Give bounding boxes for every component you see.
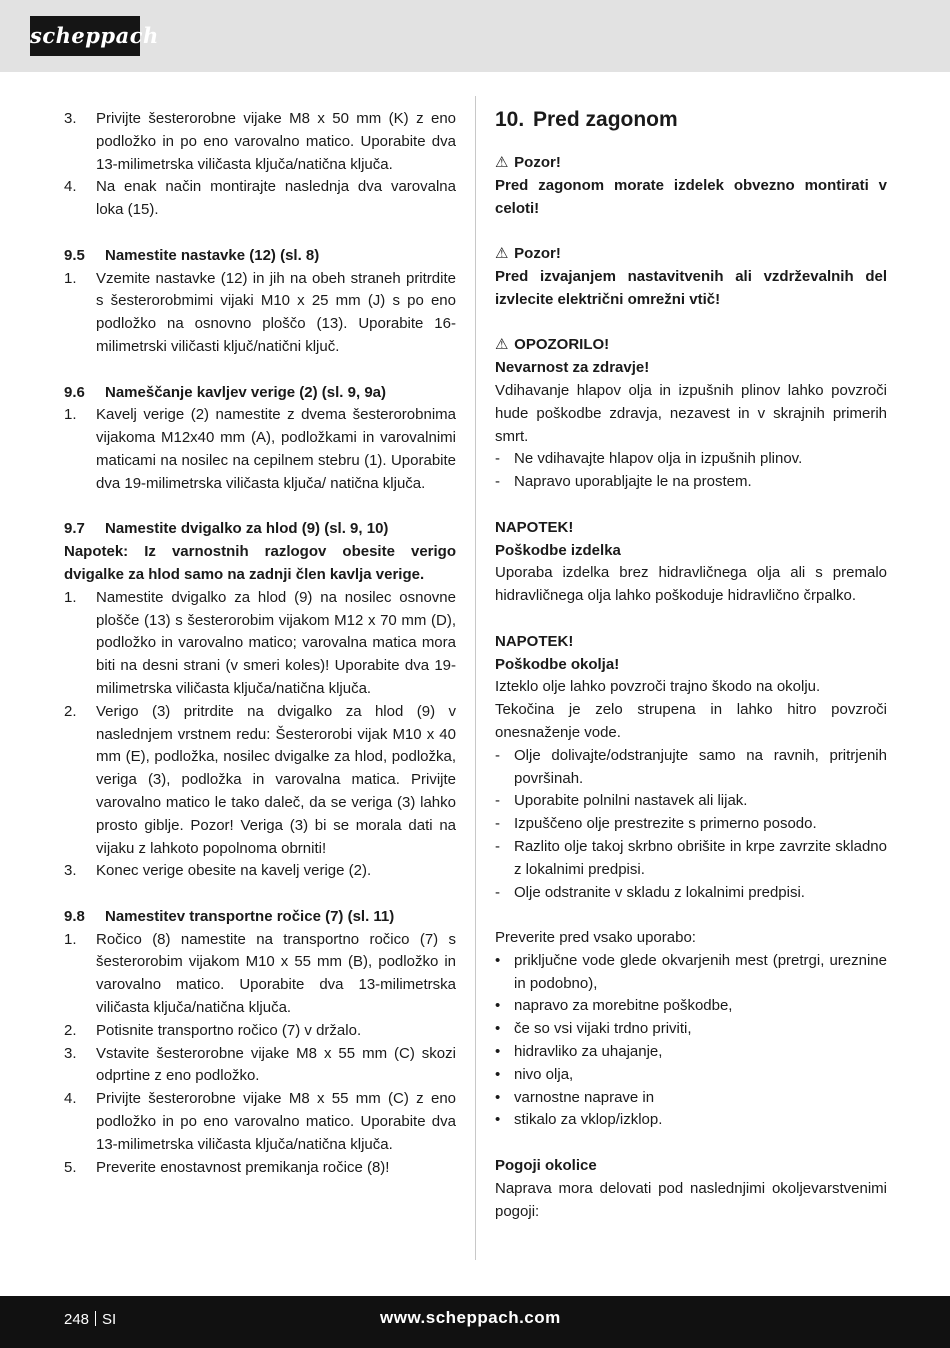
warning-label: ⚠ OPOZORILO! <box>495 334 887 357</box>
list-item: 1. Vzemite nastavke (12) in jih na obeh straneh pritrdite s šesterorobmimi vijaki M10 x 25 mm (J) s po eno podložko na osnovno ploščo (13). Uporabite 16-milimetrski viličasti ključ/natični ključ. <box>64 269 456 355</box>
list-item: 1. Namestite dvigalko za hlod (9) na nosilec osnovne plošče (13) s šesterorobim vijakom M12 x 70 mm (D), podložko in varovalno matico; varovalna matica mora biti na desni strani (v smeri koles)! Uporabite dva 19-milimetrska viličasta ključa/natična ključa. <box>64 588 456 697</box>
bullet-item: • napravo za morebitne poškodbe, <box>495 997 733 1015</box>
right-column <box>495 108 887 1223</box>
column-divider <box>475 96 476 1260</box>
list-item-text: Konec verige obesite na kavelj verige (2). <box>96 862 372 880</box>
dash-item: - Uporabite polnilni nastavek ali lijak. <box>495 792 748 810</box>
list-item: 3. Vstavite šesterorobne vijake M8 x 55 mm (C) skozi odprtine z eno podložko. <box>64 1044 456 1085</box>
section-heading-9-7: 9.7 Namestite dvigalko za hlod (9) (sl. 9, 10) <box>64 520 389 538</box>
note-text: Izteklo olje lahko povzroči trajno škodo na okolju. <box>495 678 821 696</box>
dash-item: - Izpuščeno olje prestrezite s primerno posodo. <box>495 815 817 833</box>
note-text: Uporaba izdelka brez hidravličnega olja ali s premalo hidravličnega olja lahko poškoduje hidravlično črpalko. <box>495 564 887 605</box>
section-heading-9-8: 9.8 Namestitev transportne ročice (7) (sl. 11) <box>64 907 395 925</box>
list-item: 1. Kavelj verige (2) namestite z dvema šesterorobnima vijakoma M12x40 mm (A), podložkami in varovalnimi maticami na nosilec na cepilnem stebru (1). Uporabite dva 19-milimetrska viličasta ključa/ natična ključa. <box>64 406 456 492</box>
note-text: Tekočina je zelo strupena in lahko hitro povzroči onesnaženje vode. <box>495 701 887 741</box>
list-item-text: Kavelj verige (2) namestite z dvema šesterorobnima vijakoma M12x40 mm (A), podložkami in varovalnimi maticami na nosilec na cepilnem stebru (1). Uporabite dva 19-milimetrska viličasta ključa/ natična ključa. <box>96 406 456 492</box>
note-label: NAPOTEK! <box>495 518 574 536</box>
list-item: 5. Preverite enostavnost premikanja ročice (8)! <box>64 1158 390 1176</box>
list-item-text: Preverite enostavnost premikanja ročice (8)! <box>96 1158 390 1176</box>
list-item-text: Vzemite nastavke (12) in jih na obeh straneh pritrdite s šesterorobmimi vijaki M10 x 25 mm (J) s po eno podložko na osnovno ploščo (13). Uporabite 16-milimetrski viličasti ključ/natični ključ. <box>96 269 456 355</box>
section-heading-9-5: 9.5 Namestite nastavke (12) (sl. 8) <box>64 246 320 264</box>
warning-triangle-icon: ⚠ <box>495 154 509 171</box>
bullet-item: • če so vsi vijaki trdno priviti, <box>495 1020 692 1038</box>
warning-label: ⚠ Pozor! <box>495 243 887 266</box>
list-item-text: Privijte šesterorobne vijake M8 x 50 mm (K) z eno podložko in po eno varovalno matico. Uporabite dva 13-milimetrska viličasta ključa/natična ključa. <box>96 110 456 173</box>
list-item: 3. Konec verige obesite na kavelj verige (2). <box>64 862 372 880</box>
warning-subtitle: Nevarnost za zdravje! <box>495 359 650 377</box>
chapter-heading: 10. Pred zagonom <box>495 108 678 131</box>
dash-item: - Olje odstranite v skladu z lokalnimi predpisi. <box>495 883 805 901</box>
list-item-text: Namestite dvigalko za hlod (9) na nosilec osnovne plošče (13) s šesterorobim vijakom M12 x 70 mm (D), podložko in varovalno matico; varovalna matica mora biti na desni strani (v smeri koles)! Uporabite dva 19-milimetrska viličasta ključa/natična ključa. <box>96 588 456 697</box>
bullet-item: • nivo olja, <box>495 1065 574 1083</box>
warning-text: Pred zagonom morate izdelek obvezno montirati v celoti! <box>495 176 887 217</box>
note-subtitle: Poškodbe izdelka <box>495 541 621 559</box>
dash-item: - Razlito olje takoj skrbno obrišite in krpe zavrzite skladno z lokalnimi predpisi. <box>495 837 887 878</box>
section-subheading: Pogoji okolice <box>495 1157 597 1175</box>
warning-text: Pred izvajanjem nastavitvenih ali vzdrževalnih del izvlecite električni omrežni vtič! <box>495 267 887 308</box>
safety-note: Napotek: Iz varnostnih razlogov obesite verigo dvigalke za hlod samo na zadnji člen kavlja verige. <box>64 543 456 583</box>
list-item: 4. Na enak način montirajte naslednja dva varovalna loka (15). <box>64 178 456 219</box>
list-item-text: Verigo (3) pritrdite na dvigalko za hlod (9) v naslednjem vrstnem redu: Šesterorobi vijak M10 x 40 mm (E), podložka, nosilec dvigalke za hlod, podložka, veriga (3), podložka in varovalna matica. Privijte varovalno matico le tako daleč, da se veriga (3) lahko prosto giblje. Pozor! Veriga (3) bi se morala dati na vijaku z lahkoto popolnoma obrniti! <box>96 702 456 857</box>
dash-item: - Olje dolivajte/odstranjujte samo na ravnih, pritrjenih površinah. <box>495 746 887 787</box>
checklist-intro: Preverite pred vsako uporabo: <box>495 929 696 947</box>
list-item: 4. Privijte šesterorobne vijake M8 x 55 mm (C) z eno podložko in po eno varovalno matico. Uporabite dva 13-milimetrska viličasta ključa/natična ključa. <box>64 1090 456 1153</box>
note-label: NAPOTEK! <box>495 632 574 650</box>
list-item: 2. Verigo (3) pritrdite na dvigalko za hlod (9) v naslednjem vrstnem redu: Šesterorobi vijak M10 x 40 mm (E), podložka, nosilec dvigalke za hlod, podložka, veriga (3), podložka in varovalna matica. Privijte varovalno matico le tako daleč, da se veriga (3) lahko prosto giblje. Pozor! Veriga (3) bi se morala dati na vijaku z lahkoto popolnoma obrniti! <box>64 702 456 857</box>
note-subtitle: Poškodbe okolja! <box>495 655 620 673</box>
list-item: 2. Potisnite transportno ročico (7) v držalo. <box>64 1021 362 1039</box>
warning-triangle-icon: ⚠ <box>495 245 509 263</box>
section-heading-9-6: 9.6 Nameščanje kavljev verige (2) (sl. 9, 9a) <box>64 383 386 401</box>
warning-text: Vdihavanje hlapov olja in izpušnih plinov lahko povzroči hude poškodbe zdravja, nezavest in v skrajnih primerih smrt. <box>495 381 887 445</box>
website-link[interactable]: www.scheppach.com <box>380 1308 561 1327</box>
list-item-text: Na enak način montirajte naslednja dva varovalna loka (15). <box>96 178 456 219</box>
dash-item: - Napravo uporabljajte le na prostem. <box>495 473 752 491</box>
list-item-text: Ročico (8) namestite na transportno ročico (7) s šesterorobim vijakom M10 x 55 mm (B), podložko in varovalno matico. Uporabite dva 13-milimetrska viličasta ključa/natična ključa. <box>96 930 456 1017</box>
list-item: 1. Ročico (8) namestite na transportno ročico (7) s šesterorobim vijakom M10 x 55 mm (B), podložko in varovalno matico. Uporabite dva 13-milimetrska viličasta ključa/natična ključa. <box>64 930 456 1017</box>
bullet-item: • varnostne naprave in <box>495 1088 655 1106</box>
warning-label: ⚠ Pozor! <box>495 152 887 175</box>
page-header <box>0 0 950 72</box>
list-item-text: Vstavite šesterorobne vijake M8 x 55 mm (C) skozi odprtine z eno podložko. <box>96 1044 456 1085</box>
section-text: Naprava mora delovati pod naslednjimi okoljevarstvenimi pogoji: <box>495 1179 887 1220</box>
list-item: 3. Privijte šesterorobne vijake M8 x 50 mm (K) z eno podložko in po eno varovalno matico. Uporabite dva 13-milimetrska viličasta ključa/natična ključa. <box>64 110 456 173</box>
brand-logo: scheppach <box>30 16 140 56</box>
bullet-item: • hidravliko za uhajanje, <box>495 1043 663 1061</box>
page-number: 248 SI <box>64 1311 117 1328</box>
page-footer <box>0 1296 950 1348</box>
dash-item: - Ne vdihavajte hlapov olja in izpušnih plinov. <box>495 450 803 468</box>
warning-triangle-icon: ⚠ <box>495 336 509 354</box>
left-column <box>64 108 456 1179</box>
list-item-text: Privijte šesterorobne vijake M8 x 55 mm (C) z eno podložko in po eno varovalno matico. Uporabite dva 13-milimetrska viličasta ključa/natična ključa. <box>96 1090 456 1153</box>
bullet-item: • priključne vode glede okvarjenih mest (pretrgi, ureznine in podobno), <box>495 951 887 992</box>
list-item-text: Potisnite transportno ročico (7) v držalo. <box>96 1021 362 1039</box>
bullet-item: • stikalo za vklop/izklop. <box>495 1111 663 1129</box>
